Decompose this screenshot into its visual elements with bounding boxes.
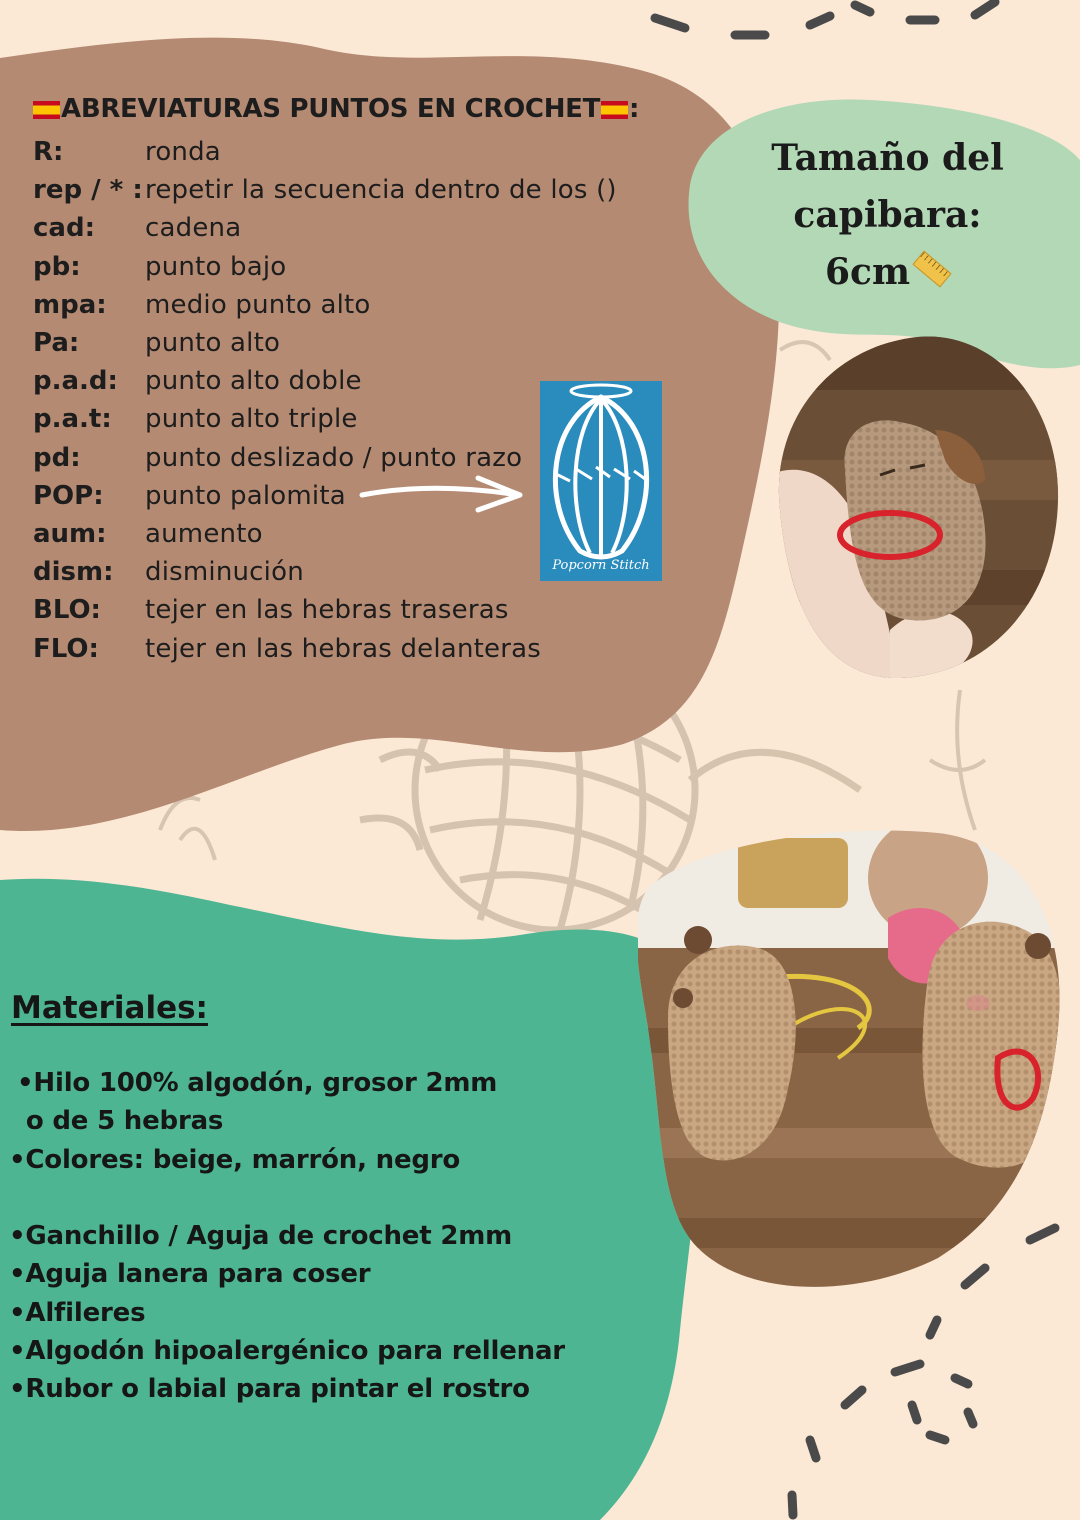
- abbreviation-row: [33, 591, 617, 629]
- abbreviation-row: [33, 439, 617, 477]
- abbreviation-value: punto bajo: [145, 251, 287, 282]
- abbreviation-key: p.a.t:: [33, 404, 112, 435]
- material-item: •Colores: beige, marrón, negro: [9, 1144, 461, 1175]
- abbreviation-key: pb:: [33, 251, 81, 282]
- abbreviation-row: [33, 400, 617, 438]
- popcorn-stitch-label: Popcorn Stitch: [552, 558, 650, 573]
- abbreviation-row: [33, 171, 617, 209]
- material-item: •Rubor o labial para pintar el rostro: [9, 1374, 530, 1405]
- material-item: o de 5 hebras: [17, 1106, 224, 1137]
- abbreviations-title: [32, 94, 639, 124]
- popcorn-stitch-icon: [540, 381, 662, 581]
- abbreviation-value: punto alto triple: [145, 404, 358, 435]
- abbreviation-row: [33, 324, 617, 362]
- abbreviation-value: cadena: [145, 213, 242, 244]
- abbreviation-row: [33, 209, 617, 247]
- two-capybaras-photo: [638, 828, 1068, 1290]
- size-line-2: capibara:: [793, 194, 982, 236]
- abbreviations-title-text: ABREVIATURAS PUNTOS EN CROCHET: [61, 94, 601, 124]
- spain-flag-icon: [601, 101, 628, 119]
- materials-title: Materiales:: [11, 990, 208, 1026]
- abbreviation-key: aum:: [33, 518, 107, 549]
- abbreviation-value: punto deslizado / punto razo: [145, 442, 523, 473]
- abbreviation-value: punto palomita: [145, 480, 346, 511]
- abbreviation-row: [33, 553, 617, 591]
- abbreviation-key: mpa:: [33, 289, 107, 320]
- abbreviation-value: punto alto: [145, 328, 281, 359]
- abbreviation-key: FLO:: [33, 633, 99, 664]
- size-line-1: Tamaño del: [771, 137, 1004, 179]
- abbreviation-row: [33, 133, 617, 171]
- abbreviation-key: dism:: [33, 557, 114, 588]
- abbreviations-title-suffix: :: [629, 94, 640, 124]
- abbreviation-row: [33, 515, 617, 553]
- abbreviation-key: BLO:: [33, 595, 101, 626]
- ruler-icon: [912, 251, 951, 288]
- abbreviation-value: aumento: [145, 518, 263, 549]
- abbreviation-row: [33, 629, 617, 667]
- abbreviation-key: Pa:: [33, 328, 80, 359]
- material-item: •Alfileres: [9, 1297, 146, 1328]
- abbreviation-value: tejer en las hebras traseras: [145, 595, 509, 626]
- size-value: 6cm: [824, 251, 911, 293]
- material-item: •Algodón hipoalergénico para rellenar: [9, 1335, 565, 1366]
- abbreviation-key: POP:: [33, 480, 104, 511]
- abbreviation-value: punto alto doble: [145, 366, 362, 397]
- size-line-3-row: [700, 244, 1075, 301]
- abbreviation-key: cad:: [33, 213, 95, 244]
- abbreviation-key: p.a.d:: [33, 366, 118, 397]
- abbreviation-key: rep / * :: [33, 175, 143, 206]
- abbreviation-key: pd:: [33, 442, 81, 473]
- list-spacer: [9, 1179, 565, 1217]
- abbreviation-value: tejer en las hebras delanteras: [145, 633, 541, 664]
- abbreviation-key: R:: [33, 137, 64, 168]
- material-item: •Ganchillo / Aguja de crochet 2mm: [9, 1221, 512, 1252]
- popcorn-stitch-diagram: [540, 381, 662, 581]
- abbreviation-row: [33, 362, 617, 400]
- materials-list: [9, 1064, 565, 1408]
- capybara-in-hand-photo: [760, 330, 1065, 682]
- abbreviation-row: [33, 286, 617, 324]
- abbreviation-value: medio punto alto: [145, 289, 371, 320]
- abbreviation-row: [33, 248, 617, 286]
- spain-flag-icon: [33, 101, 60, 119]
- material-item: •Hilo 100% algodón, grosor 2mm: [17, 1068, 498, 1099]
- abbreviations-list: [33, 133, 617, 668]
- abbreviation-value: ronda: [145, 137, 221, 168]
- abbreviation-value: disminución: [145, 557, 304, 588]
- abbreviation-row: [33, 477, 617, 515]
- abbreviation-value: repetir la secuencia dentro de los (): [145, 175, 617, 206]
- material-item: •Aguja lanera para coser: [9, 1259, 371, 1290]
- capybara-size: [700, 130, 1075, 301]
